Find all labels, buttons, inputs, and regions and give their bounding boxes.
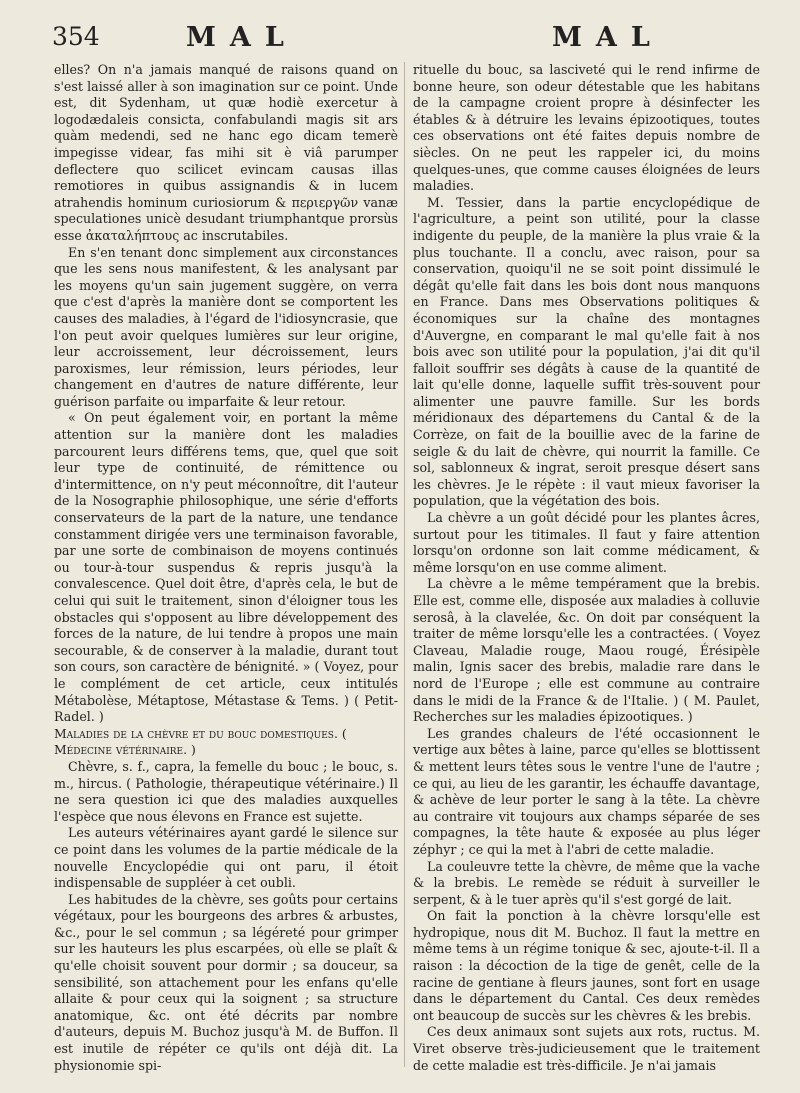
section-heading: Maladies de la chèvre et du bouc domestiques. ( Médecine vétérinaire. )	[54, 725, 347, 758]
paragraph: Les auteurs vétérinaires ayant gardé le silence sur ce point dans les volumes de la partie médicale de la nouvelle Encyclopédie qui ont paru, il étoit indispensable de suppléer à cet oubli.	[54, 825, 398, 891]
paragraph: On fait la ponction à la chèvre lorsqu'elle est hydropique, nous dit M. Buchoz. Il faut la mettre en même tems à un régime tonique & sec, ajoute-t-il. Il a raison : la décoction de la tige de genêt, celle de la racine de gentiane à fleurs jaunes, sont fort en usage dans le département du Cantal. Ces deux remèdes ont beaucoup de succès sur les chèvres & les brebis.	[413, 908, 760, 1023]
right-column	[413, 62, 760, 1074]
paragraph: Ces deux animaux sont sujets aux rots, ructus. M. Viret observe très-judicieusement que le traitement de cette maladie est très-difficile. Je n'ai jamais	[413, 1024, 760, 1073]
paragraph: elles? On n'a jamais manqué de raisons quand on s'est laissé aller à son imagination sur ce point. Unde est, dit Sydenham, ut quæ hodiè exercetur à logodædaleis consicta, confabulandi magis sit ars quàm medendi, sed ne hanc ego dicam temerè impegisse videar, fas mihi sit è viâ parumper deflectere quo scilicet evincam causas illas remotiores in quibus assignandis & in lucem atrahendis hominum curiosiorum & περιεργῶν vanæ speculationes unicè desudant triumphantque prorsùs esse ἀκαταλήπτους ac inscrutabiles.	[54, 62, 398, 243]
running-head-right: MAL	[552, 22, 664, 53]
paragraph: M. Tessier, dans la partie encyclopédique de l'agriculture, a peint son utilité, pour la classe indigente du peuple, de la manière la plus vraie & la plus touchante. Il a conclu, avec raison, pour sa conservation, quoiqu'il ne se soit point dissimulé le dégât qu'elle fait dans les bois dont nous manquons en France. Dans mes Observations politiques & économiques sur la chaîne des montagnes d'Auvergne, en comparant le mal qu'elle fait à nos bois avec son utilité pour la population, j'ai dit qu'il falloit souffrir ses dégâts à cause de la quantité de lait qu'elle donne, laquelle suffit très-souvent pour alimenter une pauvre famille. Sur les bords méridionaux des départemens du Cantal & de la Corrèze, on fait de la bouillie avec de la farine de seigle & du lait de chèvre, qui nourrit la famille. Ce sol, sablonneux & ingrat, seroit presque désert sans les chèvres. Je le répète : il vaut mieux favoriser la population, que la végétation des bois.	[413, 194, 760, 509]
column-divider	[404, 62, 405, 1067]
paragraph: En s'en tenant donc simplement aux circonstances que les sens nous manifestent, & les analysant par les moyens qu'un sain jugement suggère, on verra que c'est d'après la manière dont se comportent les causes des maladies, à l'égard de l'idiosyncrasie, que l'on peut avoir quelques lumières sur leur origine, leur accroissement, leur décroissement, leurs paroxismes, leur rémission, leurs périodes, leur changement en d'autres de nature différente, leur guérison parfaite ou imparfaite & leur retour.	[54, 244, 398, 409]
paragraph: « On peut également voir, en portant la même attention sur la manière dont les maladies parcourent leurs différens tems, que, quel que soit leur type de continuité, de rémittence ou d'intermittence, on n'y peut méconnoître, dit l'auteur de la Nosographie philosophique, une série d'efforts conservateurs de la part de la nature, une tendance constamment dirigée vers une terminaison favorable, par une sorte de combinaison de moyens continués ou tour-à-tour suspendus & repris jusqu'à la convalescence. Quel doit être, d'après cela, le but de celui qui suit le traitement, sinon d'éloigner tous les obstacles qui s'opposent au libre développement des forces de la nature, de lui tendre à propos une main secourable, & de conserver à la maladie, durant tout son cours, son caractère de bénignité. » ( Voyez, pour le complément de cet article, ceux intitulés Métabolèse, Métaptose, Métastase & Tems. ) ( Petit-Radel. )	[54, 410, 398, 725]
paragraph: rituelle du bouc, sa lasciveté qui le rend infirme de bonne heure, son odeur détestable que les habitans de la campagne croient propre à désinfecter les étables & à détruire les levains épizootiques, toutes ces observations ont été faites depuis nombre de siècles. On ne peut les rappeler ici, du moins quelques-unes, que comme causes éloignées de leurs maladies.	[413, 62, 760, 194]
paragraph: La chèvre a un goût décidé pour les plantes âcres, surtout pour les titimales. Il faut y faire attention lorsqu'on ordonne son lait comme médicament, & même lorsqu'on en use comme aliment.	[413, 510, 760, 575]
running-head-left: MAL	[186, 22, 298, 53]
paragraph: Les grandes chaleurs de l'été occasionnent le vertige aux bêtes à laine, parce qu'elles se blottissent & mettent leurs têtes sous le ventre l'une de l'autre ; ce qui, au lieu de les garantir, les échauffe davantage, & achève de leur porter le sang à la tête. La chèvre au contraire vit toujours aux champs séparée de ses compagnes, la tête haute & exposée au plus léger zéphyr ; ce qui la met à l'abri de cette maladie.	[413, 725, 760, 857]
page-header	[0, 22, 800, 58]
left-column	[54, 62, 398, 1074]
page-number: 354	[52, 22, 100, 51]
paragraph: Chèvre, s. f., capra, la femelle du bouc ; le bouc, s. m., hircus. ( Pathologie, thérapeutique vétérinaire.) Il ne sera question ici que des maladies auxquelles l'espèce que nous élevons en France est sujette.	[54, 758, 398, 824]
paragraph: Les habitudes de la chèvre, ses goûts pour certains végétaux, pour les bourgeons des arbres & arbustes, &c., pour le sel commun ; sa légéreté pour grimper sur les hauteurs les plus escarpées, où elle se plaît & qu'elle choisit souvent pour dormir ; sa douceur, sa sensibilité, son attachement pour les enfans qu'elle allaite & pour ceux qui la soignent ; sa structure anatomique, &c. ont été décrits par nombre d'auteurs, depuis M. Buchoz jusqu'à M. de Buffon. Il est inutile de répéter ce qu'ils ont déjà dit. La physionomie spi-	[54, 891, 398, 1073]
paragraph: La couleuvre tette la chèvre, de même que la vache & la brebis. Le remède se réduit à surveiller le serpent, & à le tuer après qu'il s'est gorgé de lait.	[413, 858, 760, 907]
paragraph: La chèvre a le même tempérament que la brebis. Elle est, comme elle, disposée aux maladies à colluvie serosâ, à la clavelée, &c. On doit par conséquent la traiter de même lorsqu'elle les a contractées. ( Voyez Claveau, Maladie rouge, Maou rougé, Érésipèle malin, Ignis sacer des brebis, maladie rare dans le nord de l'Europe ; elle est commune au contraire dans le midi de la France & de l'Italie. ) ( M. Paulet, Recherches sur les maladies épizootiques. )	[413, 576, 760, 725]
